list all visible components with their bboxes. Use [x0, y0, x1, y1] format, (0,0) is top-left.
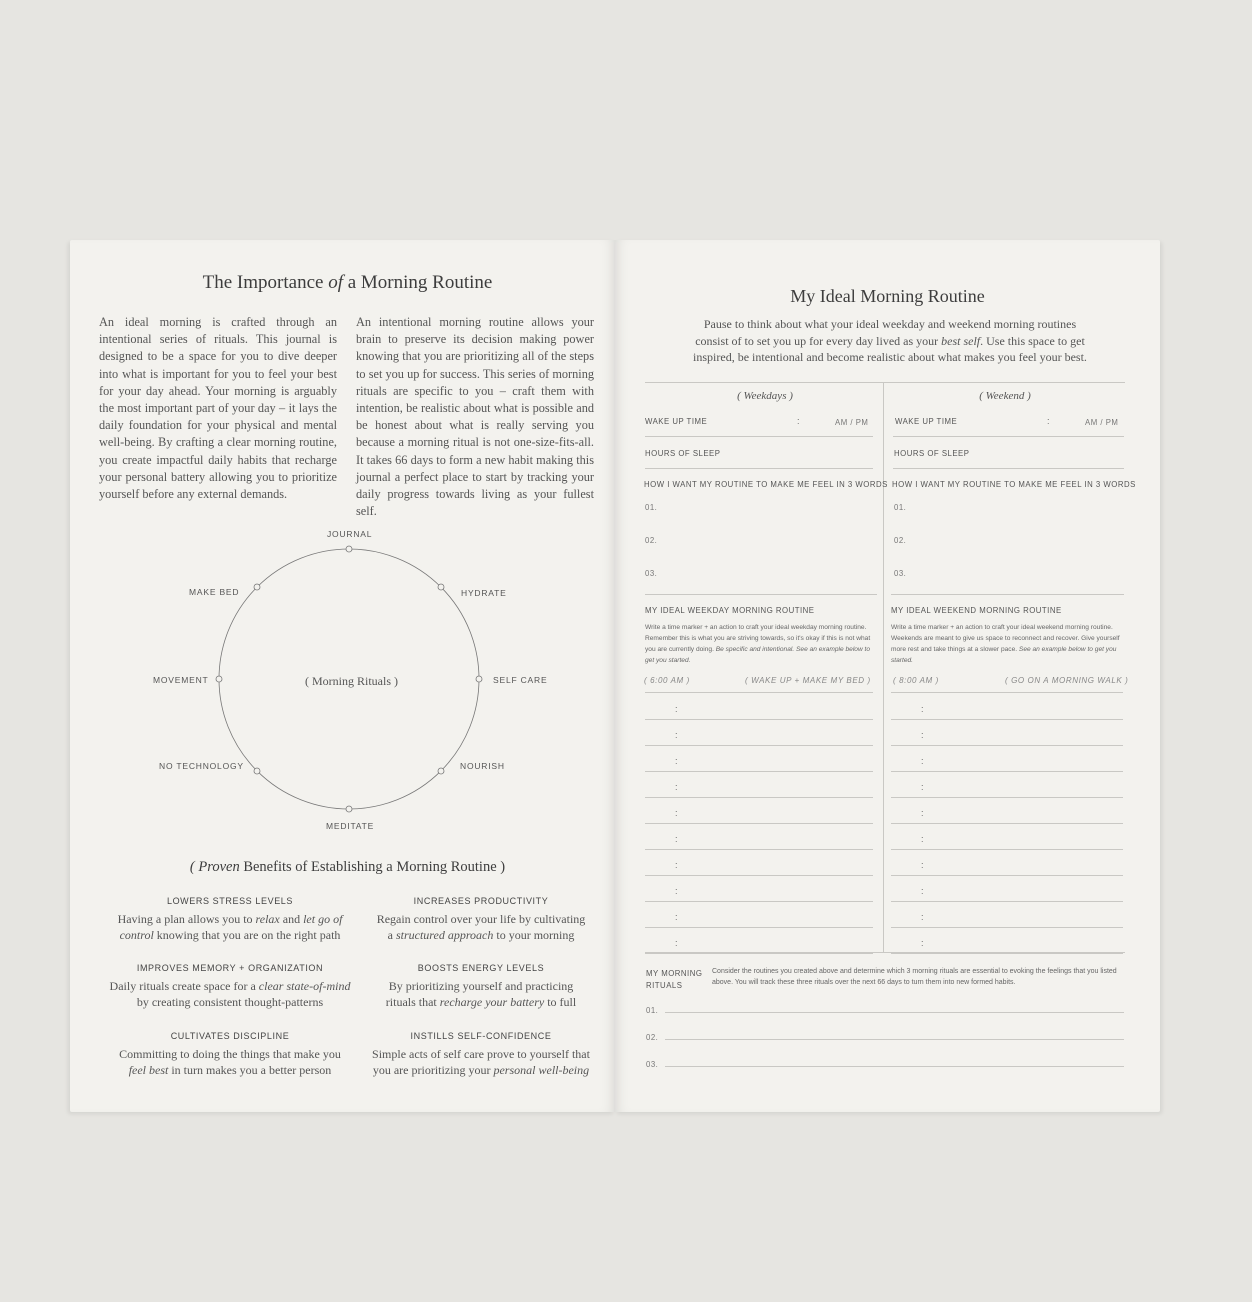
- ritual-02-label: 02.: [646, 1033, 659, 1042]
- weekday-routine-time-colon: :: [675, 730, 678, 740]
- weekend-routine-line[interactable]: [891, 849, 1123, 850]
- weekday-routine-time-colon: :: [675, 938, 678, 948]
- weekday-ampm[interactable]: AM / PM: [835, 418, 869, 427]
- weekday-routine-time-colon: :: [675, 782, 678, 792]
- weekend-routine-time-colon: :: [921, 782, 924, 792]
- weekend-routine-time-colon: :: [921, 834, 924, 844]
- rituals-description: Consider the routines you created above and determine which 3 morning rituals are essential to evoking the feelings that you listed above. You will track these three rituals over the next 66 days to turn them into new formed habits.: [712, 968, 1117, 986]
- weekend-routine-time-colon: :: [921, 912, 924, 922]
- weekday-word-02[interactable]: 02.: [645, 536, 658, 545]
- weekday-sleep-label: HOURS OF SLEEP: [645, 449, 721, 458]
- weekend-example-action: ( GO ON A MORNING WALK ): [1005, 676, 1129, 685]
- rituals-ring: [130, 522, 570, 822]
- weekday-routine-line[interactable]: [645, 849, 873, 850]
- page-title-right: My Ideal Morning Routine: [790, 286, 985, 306]
- weekend-example-time: ( 8:00 AM ): [893, 676, 939, 685]
- right-page: [615, 240, 1160, 1112]
- weekday-wake-line[interactable]: [645, 436, 873, 437]
- weekday-routine-time-colon: :: [675, 808, 678, 818]
- ring-label-hydrate: HYDRATE: [461, 588, 507, 598]
- weekday-routine-note: Write a time marker + an action to craft your ideal weekday morning routine. Remember this is what you are striving towards, so it's okay if this is not what you are currently doing. Be specific and intentional. See an example below to get you started.: [645, 624, 871, 664]
- intro-column-1: An ideal morning is crafted through an intentional series of rituals. This journal is designed to be a space for you to dive deeper into what is important for you to feel your best for your day ahead. Your morning is arguably the most important part of your day – it lays the daily foundation for your physical and mental well-being. By crafting a clear morning routine, you create impactful daily habits that recharge your personal battery allowing you to prioritize yourself before any external demands.: [99, 315, 337, 502]
- weekend-routine-time-colon: :: [921, 730, 924, 740]
- weekday-word-01[interactable]: 01.: [645, 503, 658, 512]
- divider-top: [645, 382, 1125, 383]
- intro-column-2: An intentional morning routine allows your brain to preserve its decision making power knowing that you are prioritizing all of the steps to set you up for success. This series of morning rituals are specific to you – craft them with intention, be realistic about what is possible and be honest about what is really serving you because a morning ritual is not one-size-fits-all. It takes 66 days to form a new habit making this journal a perfect place to start by tracking your daily progress towards living as your fullest self.: [356, 315, 594, 519]
- ring-label-journal: JOURNAL: [327, 529, 373, 539]
- weekday-feel-line: [645, 594, 877, 595]
- weekend-routine-line[interactable]: [891, 823, 1123, 824]
- left-page: [70, 240, 615, 1112]
- weekend-routine-note: Write a time marker + an action to craft your ideal weekend morning routine. Weekends are meant to give us space to reconnect and recover. Give yourself more rest and take things at a slower pace. See an example below to get you started.: [891, 624, 1120, 664]
- divider-rituals: [645, 952, 1125, 953]
- weekend-wake-up-label: WAKE UP TIME: [895, 417, 958, 426]
- weekend-routine-time-colon: :: [921, 808, 924, 818]
- weekend-routine-line[interactable]: [891, 771, 1123, 772]
- weekday-wake-up-label: WAKE UP TIME: [645, 417, 708, 426]
- weekday-routine-line[interactable]: [645, 823, 873, 824]
- weekend-routine-time-colon: :: [921, 756, 924, 766]
- page-title: The Importance of a Morning Routine: [202, 272, 493, 293]
- ritual-01-line[interactable]: [665, 1012, 1124, 1013]
- weekend-wake-line[interactable]: [893, 436, 1124, 437]
- weekend-routine-time-colon: :: [921, 860, 924, 870]
- ring-label-make-bed: MAKE BED: [189, 587, 240, 597]
- weekend-heading: ( Weekend ): [979, 390, 1031, 402]
- ring-label-no-technology: NO TECHNOLOGY: [159, 761, 244, 771]
- weekend-feel-label: HOW I WANT MY ROUTINE TO MAKE ME FEEL IN 3 WORDS: [892, 480, 1136, 489]
- weekend-routine-line[interactable]: [891, 901, 1123, 902]
- weekday-routine-line[interactable]: [645, 875, 873, 876]
- weekday-routine-time-colon: :: [675, 912, 678, 922]
- weekday-routine-time-colon: :: [675, 860, 678, 870]
- weekend-sleep-line[interactable]: [893, 468, 1124, 469]
- rituals-label: MY MORNING RITUALS: [646, 969, 703, 990]
- weekday-routine-time-colon: :: [675, 834, 678, 844]
- ritual-01-label: 01.: [646, 1006, 659, 1015]
- weekend-word-02[interactable]: 02.: [894, 536, 907, 545]
- weekdays-heading: ( Weekdays ): [737, 390, 793, 402]
- ring-label-self-care: SELF CARE: [493, 675, 548, 685]
- weekend-routine-line[interactable]: [891, 745, 1123, 746]
- benefit-confidence: INSTILLS SELF-CONFIDENCE Simple acts of self care prove to yourself that you are prioritizing your personal well-being: [372, 1031, 590, 1077]
- weekday-example-action: ( WAKE UP + MAKE MY BED ): [745, 676, 871, 685]
- benefit-productivity: INCREASES PRODUCTIVITY Regain control over your life by cultivating a structured approach to your morning: [376, 896, 586, 942]
- weekend-routine-time-colon: :: [921, 704, 924, 714]
- ritual-03-label: 03.: [646, 1060, 659, 1069]
- weekday-routine-time-colon: :: [675, 756, 678, 766]
- weekend-sleep-label: HOURS OF SLEEP: [894, 449, 970, 458]
- weekday-sleep-line[interactable]: [645, 468, 873, 469]
- ritual-02-line[interactable]: [665, 1039, 1124, 1040]
- weekday-routine-line[interactable]: [645, 953, 873, 954]
- weekday-routine-line[interactable]: [645, 719, 873, 720]
- ring-label-meditate: MEDITATE: [326, 821, 375, 831]
- weekday-routine-line[interactable]: [645, 901, 873, 902]
- weekend-routine-line[interactable]: [891, 953, 1123, 954]
- weekend-wake-colon: :: [1047, 416, 1050, 426]
- weekend-routine-time-colon: :: [921, 886, 924, 896]
- weekday-routine-line[interactable]: [645, 771, 873, 772]
- weekend-routine-time-colon: :: [921, 938, 924, 948]
- weekday-word-03[interactable]: 03.: [645, 569, 658, 578]
- benefit-discipline: CULTIVATES DISCIPLINE Committing to doing the things that make you feel best in turn makes you a better person: [119, 1031, 341, 1077]
- weekday-routine-time-colon: :: [675, 704, 678, 714]
- weekend-example-line: [891, 692, 1123, 693]
- weekend-routine-line[interactable]: [891, 797, 1123, 798]
- weekday-routine-time-colon: :: [675, 886, 678, 896]
- weekday-routine-line[interactable]: [645, 927, 873, 928]
- weekend-routine-title: MY IDEAL WEEKEND MORNING ROUTINE: [891, 606, 1062, 615]
- weekend-routine-line[interactable]: [891, 927, 1123, 928]
- benefit-energy: BOOSTS ENERGY LEVELS By prioritizing yourself and practicing rituals that recharge your battery to full: [385, 963, 577, 1009]
- weekday-wake-colon: :: [797, 416, 800, 426]
- ring-label-nourish: NOURISH: [460, 761, 505, 771]
- weekday-feel-label: HOW I WANT MY ROUTINE TO MAKE ME FEEL IN 3 WORDS: [644, 480, 888, 489]
- weekday-routine-line[interactable]: [645, 745, 873, 746]
- open-journal: [70, 240, 1160, 1112]
- ring-label-movement: MOVEMENT: [153, 675, 209, 685]
- weekday-example-line: [645, 692, 873, 693]
- weekend-ampm[interactable]: AM / PM: [1085, 418, 1119, 427]
- ritual-03-line[interactable]: [665, 1066, 1124, 1067]
- weekday-routine-title: MY IDEAL WEEKDAY MORNING ROUTINE: [645, 606, 815, 615]
- ring-center-label: ( Morning Rituals ): [305, 674, 398, 688]
- weekend-feel-line: [891, 594, 1124, 595]
- weekend-word-03[interactable]: 03.: [894, 569, 907, 578]
- weekday-example-time: ( 6:00 AM ): [644, 676, 690, 685]
- weekend-routine-line[interactable]: [891, 875, 1123, 876]
- weekday-routine-line[interactable]: [645, 797, 873, 798]
- weekend-routine-line[interactable]: [891, 719, 1123, 720]
- benefits-heading: ( Proven Benefits of Establishing a Morning Routine ): [189, 859, 506, 875]
- right-intro: Pause to think about what your ideal weekday and weekend morning routines consist of to set you up for every day lived as your best self. Use this space to get inspired, be intentional and become realistic about what makes you feel your best.: [693, 317, 1087, 364]
- benefit-memory: IMPROVES MEMORY + ORGANIZATION Daily rituals create space for a clear state-of-mind by creating consistent thought-patterns: [109, 963, 351, 1009]
- benefit-stress: LOWERS STRESS LEVELS Having a plan allows you to relax and let go of control knowing that you are on the right path: [117, 896, 343, 942]
- weekend-word-01[interactable]: 01.: [894, 503, 907, 512]
- column-divider: [883, 382, 884, 952]
